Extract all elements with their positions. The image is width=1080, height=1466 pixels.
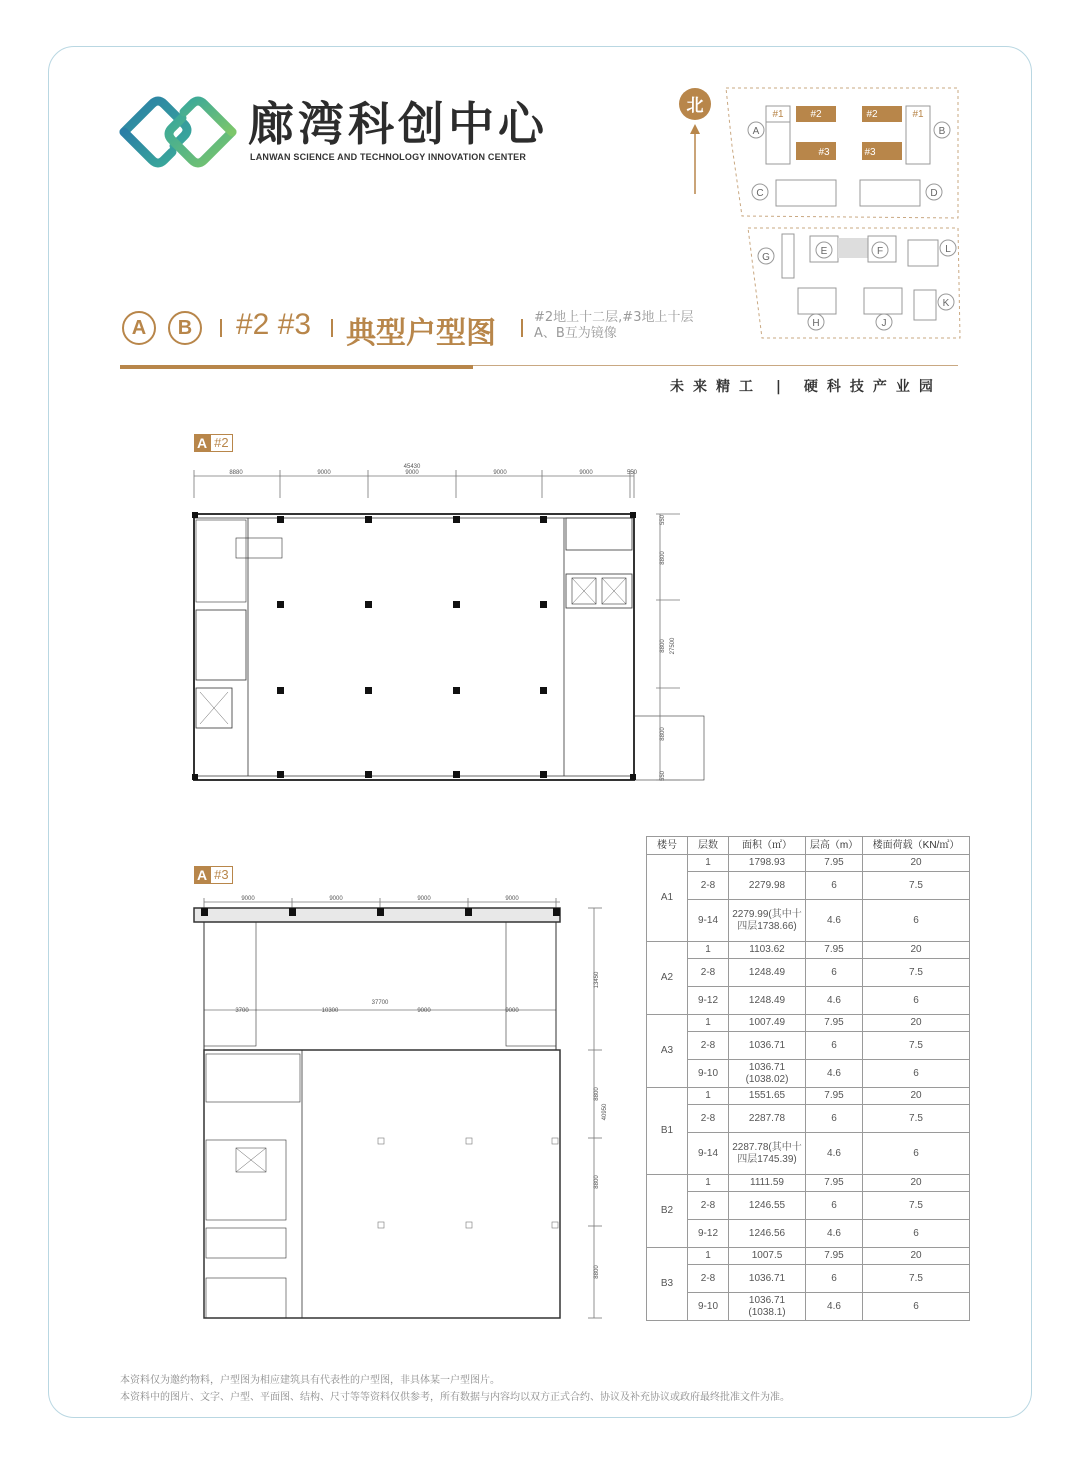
- cell-floors: 1: [688, 942, 729, 959]
- cell-area: 1246.55: [729, 1192, 806, 1220]
- zone-label: J: [881, 318, 887, 329]
- svg-text:9000: 9000: [493, 470, 507, 476]
- svg-text:9000: 9000: [417, 1008, 431, 1014]
- table-row: [647, 1105, 970, 1133]
- cell-load: 20: [863, 1088, 970, 1105]
- note-line-1: #2地上十二层,#3地上十层: [534, 310, 694, 325]
- cell-area: 1036.71: [729, 1265, 806, 1293]
- heading-note: [534, 310, 693, 342]
- zone-label: F: [876, 246, 884, 257]
- cell-load: 7.5: [863, 1265, 970, 1293]
- cell-load: 7.5: [863, 1032, 970, 1060]
- cell-height: 4.6: [806, 1133, 863, 1175]
- cell-area: 2279.99(其中十四层1738.66): [729, 900, 806, 942]
- cell-height: 7.95: [806, 1088, 863, 1105]
- zone-b-badge: B: [168, 311, 202, 345]
- cell-building: A1: [647, 855, 688, 942]
- cell-area: 1007.49: [729, 1015, 806, 1032]
- svg-text:9000: 9000: [417, 896, 431, 902]
- svg-text:9000: 9000: [317, 470, 331, 476]
- zone-label: A: [752, 126, 760, 137]
- zone-label: B: [938, 126, 946, 137]
- cell-building: B2: [647, 1175, 688, 1248]
- svg-text:8800: 8800: [660, 727, 666, 741]
- zone-label: C: [756, 188, 764, 199]
- cell-load: 6: [863, 1293, 970, 1321]
- zone-label: G: [762, 252, 770, 263]
- cell-height: 4.6: [806, 1293, 863, 1321]
- north-label: 北: [686, 96, 704, 115]
- plan-tag-bottom: [194, 866, 233, 884]
- col-header: 面积（㎡）: [729, 837, 806, 855]
- col-header: 楼面荷载（KN/㎡）: [863, 837, 970, 855]
- cell-floors: 2-8: [688, 959, 729, 987]
- zone-label: K: [942, 298, 950, 309]
- disclaimer-line-2: 本资料中的图片、文字、户型、平面图、结构、尺寸等等资料仅供参考，所有数据与内容均以双方正式合约、协议及补充协议或政府最终批准文件为准。: [120, 1392, 790, 1403]
- svg-text:27500: 27500: [670, 637, 676, 655]
- table-row: [647, 987, 970, 1015]
- cell-load: 6: [863, 1060, 970, 1088]
- cell-building: A3: [647, 1015, 688, 1088]
- cell-area: 1036.71 (1038.02): [729, 1060, 806, 1088]
- svg-text:9000: 9000: [329, 896, 343, 902]
- cell-area: 1103.62: [729, 942, 806, 959]
- col-header: 层数: [688, 837, 729, 855]
- cell-building: A2: [647, 942, 688, 1015]
- cell-load: 20: [863, 1248, 970, 1265]
- cell-building: B1: [647, 1088, 688, 1175]
- cell-area: 1111.59: [729, 1175, 806, 1192]
- table-row: [647, 900, 970, 942]
- cell-building: B3: [647, 1248, 688, 1321]
- block-label: #1: [772, 109, 784, 120]
- zone-label: E: [820, 246, 828, 257]
- cell-height: 7.95: [806, 855, 863, 872]
- plan-zone: A: [194, 866, 210, 884]
- building-numbers: #2 #3: [236, 308, 312, 341]
- cell-floors: 1: [688, 855, 729, 872]
- zone-label: H: [812, 318, 820, 329]
- svg-text:9000: 9000: [241, 896, 255, 902]
- col-header: 层高（m）: [806, 837, 863, 855]
- block-label: #3: [818, 147, 830, 158]
- table-row: [647, 1192, 970, 1220]
- separator: [331, 319, 333, 337]
- zone-label: D: [930, 188, 938, 199]
- table-row: [647, 1060, 970, 1088]
- cell-height: 4.6: [806, 987, 863, 1015]
- cell-load: 7.5: [863, 1192, 970, 1220]
- cell-floors: 2-8: [688, 872, 729, 900]
- svg-text:550: 550: [626, 470, 638, 476]
- cell-height: 4.6: [806, 1060, 863, 1088]
- cell-height: 6: [806, 959, 863, 987]
- cell-area: 2287.78: [729, 1105, 806, 1133]
- brand-name-cn: 廊湾科创中心: [248, 97, 548, 151]
- cell-floors: 9-14: [688, 1133, 729, 1175]
- cell-area: 1007.5: [729, 1248, 806, 1265]
- svg-text:40950: 40950: [602, 1103, 608, 1121]
- cell-area: 1248.49: [729, 987, 806, 1015]
- cell-height: 7.95: [806, 942, 863, 959]
- svg-text:8800: 8800: [594, 1087, 600, 1101]
- svg-text:8800: 8800: [594, 1265, 600, 1279]
- cell-floors: 2-8: [688, 1265, 729, 1293]
- divider-accent: [120, 365, 473, 369]
- table-row: [647, 1265, 970, 1293]
- plan-tag-top: [194, 434, 233, 452]
- cell-area: 1036.71 (1038.1): [729, 1293, 806, 1321]
- svg-text:8800: 8800: [660, 551, 666, 565]
- cell-height: 6: [806, 872, 863, 900]
- table-row: [647, 1032, 970, 1060]
- cell-load: 7.5: [863, 1105, 970, 1133]
- slogan: 未来精工 | 硬科技产业园: [670, 379, 942, 395]
- cell-floors: 9-12: [688, 987, 729, 1015]
- block-label: #1: [912, 109, 924, 120]
- cell-floors: 1: [688, 1248, 729, 1265]
- cell-floors: 1: [688, 1175, 729, 1192]
- plan-building: #3: [210, 866, 232, 884]
- zone-label: L: [945, 244, 951, 255]
- svg-text:8800: 8800: [660, 639, 666, 653]
- separator: [220, 319, 222, 337]
- cell-load: 20: [863, 1015, 970, 1032]
- cell-area: 2279.98: [729, 872, 806, 900]
- cell-load: 6: [863, 987, 970, 1015]
- table-row: [647, 942, 970, 959]
- cell-load: 6: [863, 900, 970, 942]
- svg-text:8880: 8880: [229, 470, 243, 476]
- cell-height: 4.6: [806, 1220, 863, 1248]
- cell-load: 20: [863, 942, 970, 959]
- cell-area: 1798.93: [729, 855, 806, 872]
- cell-height: 6: [806, 1192, 863, 1220]
- svg-text:550: 550: [660, 770, 666, 782]
- table-row: [647, 1015, 970, 1032]
- floor-plan-a3: [190, 892, 620, 1332]
- cell-height: 7.95: [806, 1175, 863, 1192]
- site-map: [676, 84, 966, 346]
- cell-height: 6: [806, 1105, 863, 1133]
- separator: [521, 319, 523, 337]
- disclaimer-line-1: 本资料仅为邀约物料，户型图为相应建筑具有代表性的户型图，非具体某一户型图片。: [120, 1375, 500, 1386]
- cell-floors: 1: [688, 1088, 729, 1105]
- table-row: [647, 872, 970, 900]
- svg-text:10300: 10300: [321, 1008, 339, 1014]
- svg-text:3700: 3700: [235, 1008, 249, 1014]
- brand-name-en: LANWAN SCIENCE AND TECHNOLOGY INNOVATION CENTER: [250, 152, 527, 162]
- svg-text:8800: 8800: [594, 1175, 600, 1189]
- table-header-row: [647, 837, 970, 855]
- svg-text:45430: 45430: [403, 464, 421, 470]
- logo-icon: [118, 92, 238, 174]
- svg-text:37700: 37700: [371, 1000, 389, 1006]
- cell-area: 1248.49: [729, 959, 806, 987]
- cell-area: 1551.65: [729, 1088, 806, 1105]
- cell-floors: 9-10: [688, 1293, 729, 1321]
- table-row: [647, 1088, 970, 1105]
- cell-floors: 9-12: [688, 1220, 729, 1248]
- cell-load: 6: [863, 1220, 970, 1248]
- cell-height: 4.6: [806, 900, 863, 942]
- cell-load: 7.5: [863, 872, 970, 900]
- note-line-2: A、B互为镜像: [534, 326, 617, 341]
- table-row: [647, 1248, 970, 1265]
- cell-area: 1036.71: [729, 1032, 806, 1060]
- svg-text:9000: 9000: [505, 896, 519, 902]
- table-row: [647, 1175, 970, 1192]
- svg-text:13450: 13450: [594, 971, 600, 989]
- table-row: [647, 1293, 970, 1321]
- svg-text:9000: 9000: [505, 1008, 519, 1014]
- cell-floors: 9-14: [688, 900, 729, 942]
- block-label: #3: [864, 147, 876, 158]
- page-title: 典型户型图: [346, 316, 496, 351]
- cell-load: 20: [863, 855, 970, 872]
- cell-load: 6: [863, 1133, 970, 1175]
- plan-building: #2: [210, 434, 232, 452]
- cell-load: 20: [863, 1175, 970, 1192]
- cell-floors: 9-10: [688, 1060, 729, 1088]
- table-row: [647, 1133, 970, 1175]
- cell-floors: 2-8: [688, 1192, 729, 1220]
- plan-zone: A: [194, 434, 210, 452]
- table-row: [647, 959, 970, 987]
- svg-text:9000: 9000: [579, 470, 593, 476]
- svg-text:9000: 9000: [405, 470, 419, 476]
- floor-plan-a2: [190, 460, 710, 800]
- cell-floors: 1: [688, 1015, 729, 1032]
- spec-table: [646, 836, 970, 1321]
- cell-floors: 2-8: [688, 1105, 729, 1133]
- cell-area: 1246.56: [729, 1220, 806, 1248]
- block-label: #2: [866, 109, 878, 120]
- zone-a-badge: A: [122, 311, 156, 345]
- col-header: 楼号: [647, 837, 688, 855]
- block-label: #2: [810, 109, 822, 120]
- cell-height: 7.95: [806, 1248, 863, 1265]
- table-row: [647, 1220, 970, 1248]
- cell-height: 6: [806, 1032, 863, 1060]
- svg-text:550: 550: [660, 514, 666, 526]
- cell-floors: 2-8: [688, 1032, 729, 1060]
- cell-height: 6: [806, 1265, 863, 1293]
- table-row: [647, 855, 970, 872]
- cell-height: 7.95: [806, 1015, 863, 1032]
- cell-load: 7.5: [863, 959, 970, 987]
- cell-area: 2287.78(其中十四层1745.39): [729, 1133, 806, 1175]
